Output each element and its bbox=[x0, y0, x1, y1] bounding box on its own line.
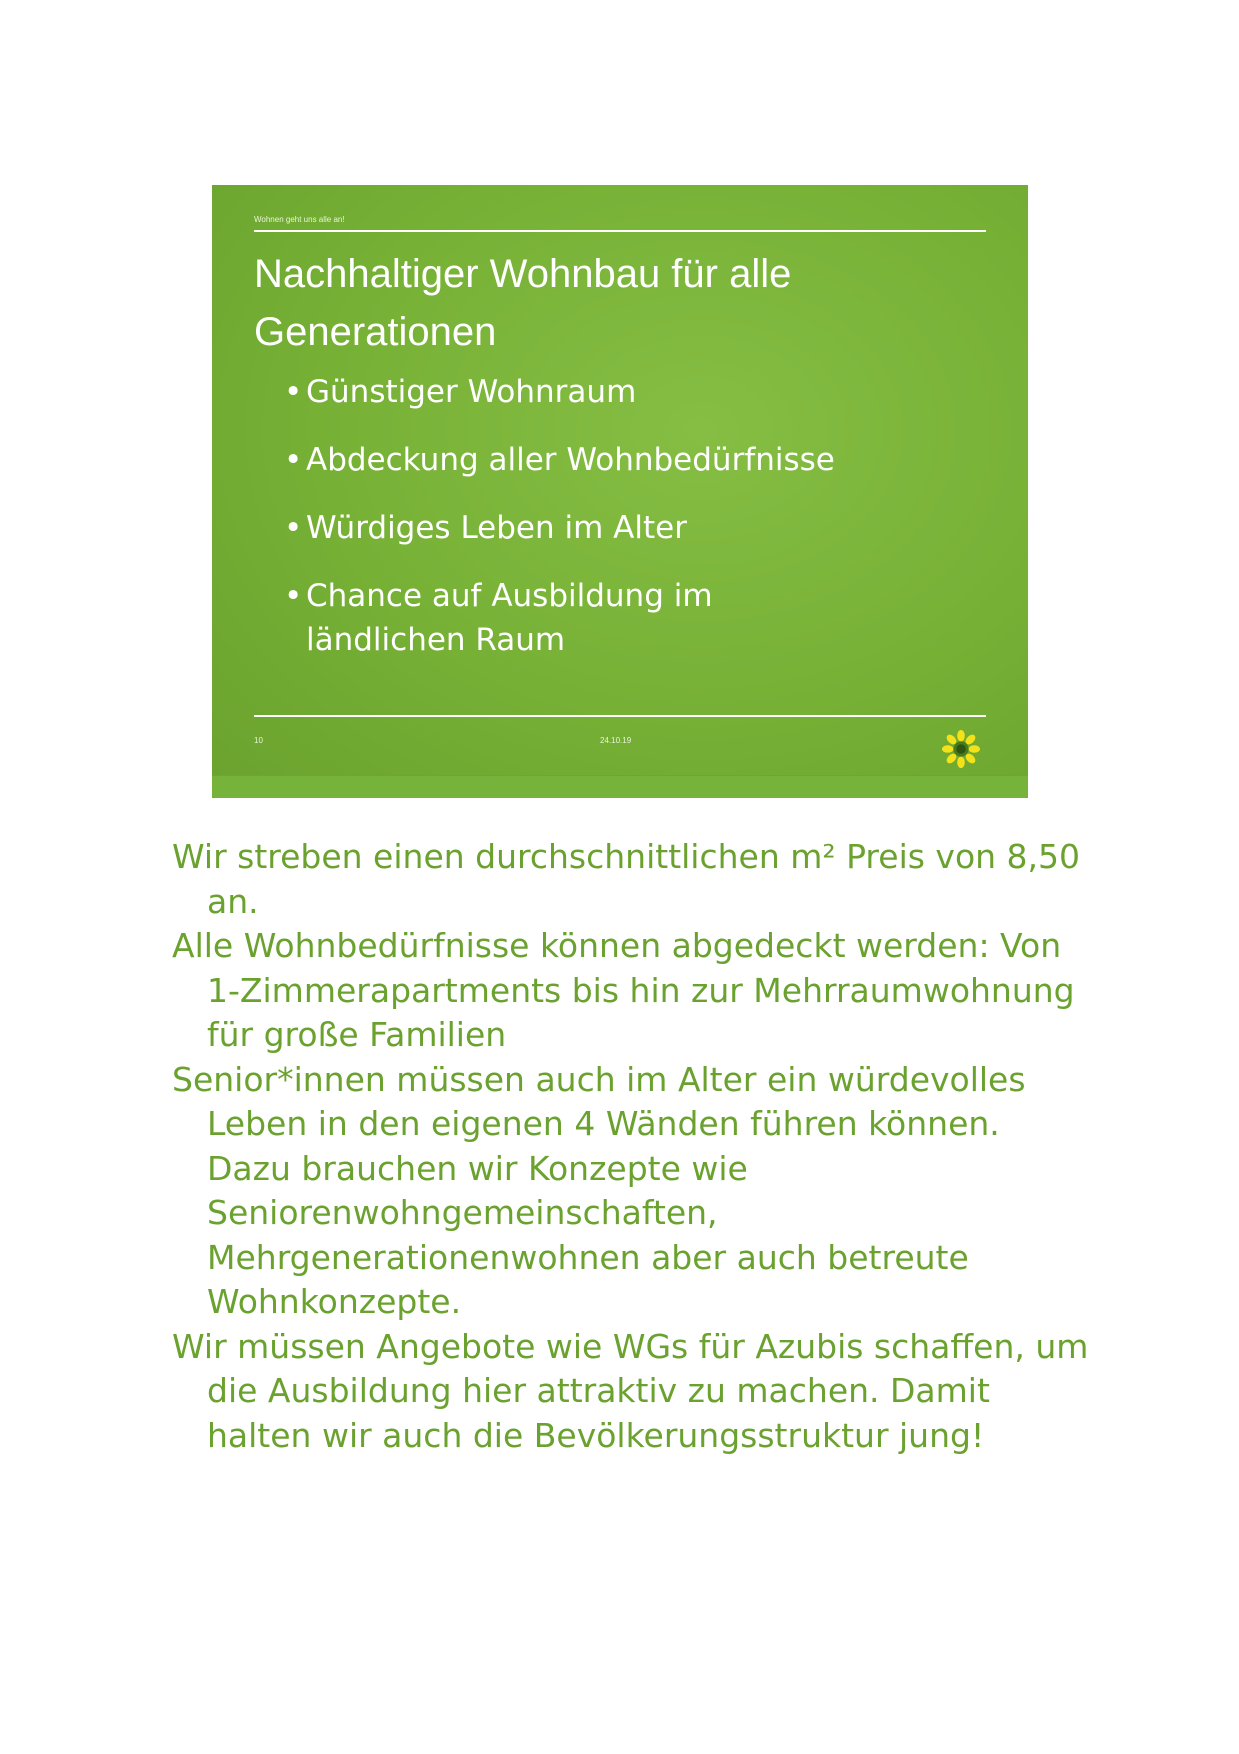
slide-title-line-2: Generationen bbox=[254, 310, 497, 354]
slide-top-rule bbox=[254, 230, 986, 232]
slide-date: 24.10.19 bbox=[600, 736, 632, 745]
slide-bottom-rule bbox=[254, 715, 986, 717]
slide-header-text: Wohnen geht uns alle an! bbox=[254, 215, 345, 224]
bullet-item: • Abdeckung aller Wohnbedürfnisse bbox=[284, 438, 984, 482]
bullet-item-multiline bbox=[284, 574, 984, 662]
bullet-item-line-2: ländlichen Raum bbox=[306, 622, 566, 658]
note-paragraph: Wir müssen Angebote wie WGs für Azubis schaffen, um die Ausbildung hier attraktiv zu machen. Damit halten wir auch die Bevölkerungsstruktur jung! bbox=[172, 1326, 1089, 1455]
slide-page-number: 10 bbox=[254, 736, 263, 745]
slide-image bbox=[212, 185, 1028, 798]
sunflower-icon bbox=[942, 730, 980, 768]
bullet-item-line-1: Chance auf Ausbildung im bbox=[306, 578, 713, 614]
speaker-notes bbox=[172, 835, 1092, 1458]
slide-title-line-1: Nachhaltiger Wohnbau für alle bbox=[254, 252, 792, 296]
slide-bullet-list bbox=[284, 370, 984, 686]
note-paragraph: Alle Wohnbedürfnisse können abgedeckt werden: Von 1-Zimmerapartments bis hin zur Mehrraumwohnung für große Familien bbox=[172, 926, 1075, 1054]
slide-footer-band bbox=[212, 775, 1028, 798]
note-paragraph: Wir streben einen durchschnittlichen m² Preis von 8,50 an. bbox=[172, 837, 1081, 921]
bullet-item: • Günstiger Wohnraum bbox=[284, 370, 984, 414]
note-paragraph: Senior*innen müssen auch im Alter ein würdevolles Leben in den eigenen 4 Wänden führen können. Dazu brauchen wir Konzepte wie Seniorenwohngemeinschaften, Mehrgenerationenwohnen aber auch betreute Wohnkonzepte. bbox=[172, 1059, 1026, 1321]
slide-title bbox=[254, 245, 994, 361]
bullet-item: • Würdiges Leben im Alter bbox=[284, 506, 984, 550]
